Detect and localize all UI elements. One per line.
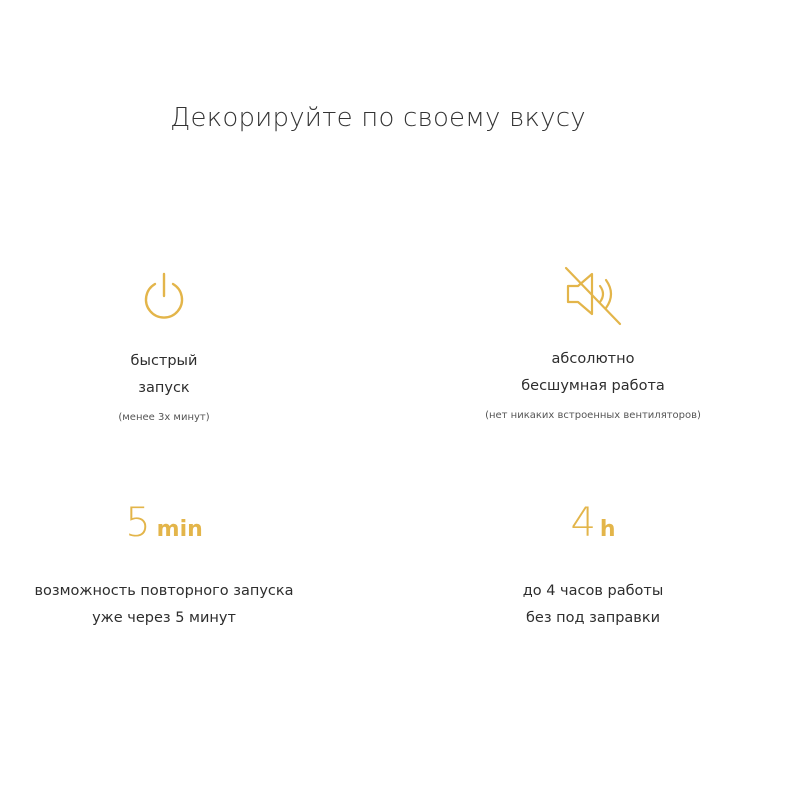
feature-line: уже через 5 минут bbox=[92, 610, 236, 626]
feature-line: возможность повторного запуска bbox=[34, 583, 294, 599]
page-title: Декорируйте по своему вкусу bbox=[170, 103, 586, 134]
feature-line: запуск bbox=[138, 380, 190, 396]
feature-silent bbox=[413, 264, 773, 421]
feature-line: бесшумная работа bbox=[521, 378, 665, 394]
big-unit: min bbox=[156, 517, 203, 542]
big-number: 5 bbox=[125, 500, 151, 546]
power-icon bbox=[139, 268, 189, 324]
runtime-value bbox=[413, 498, 773, 558]
feature-line: без под заправки bbox=[525, 610, 661, 626]
restart-time-value bbox=[0, 498, 344, 558]
mute-icon bbox=[562, 264, 624, 328]
big-unit: h bbox=[599, 517, 616, 542]
big-number: 4 bbox=[570, 500, 596, 546]
feature-runtime bbox=[413, 498, 773, 632]
feature-line: абсолютно bbox=[551, 351, 635, 367]
feature-line: быстрый bbox=[130, 353, 198, 369]
feature-note: (нет никаких встроенных вентиляторов) bbox=[485, 410, 701, 421]
feature-restart bbox=[0, 498, 344, 632]
feature-line: до 4 часов работы bbox=[522, 583, 664, 599]
feature-fast-start bbox=[0, 268, 344, 423]
feature-note: (менее 3х минут) bbox=[118, 412, 210, 423]
